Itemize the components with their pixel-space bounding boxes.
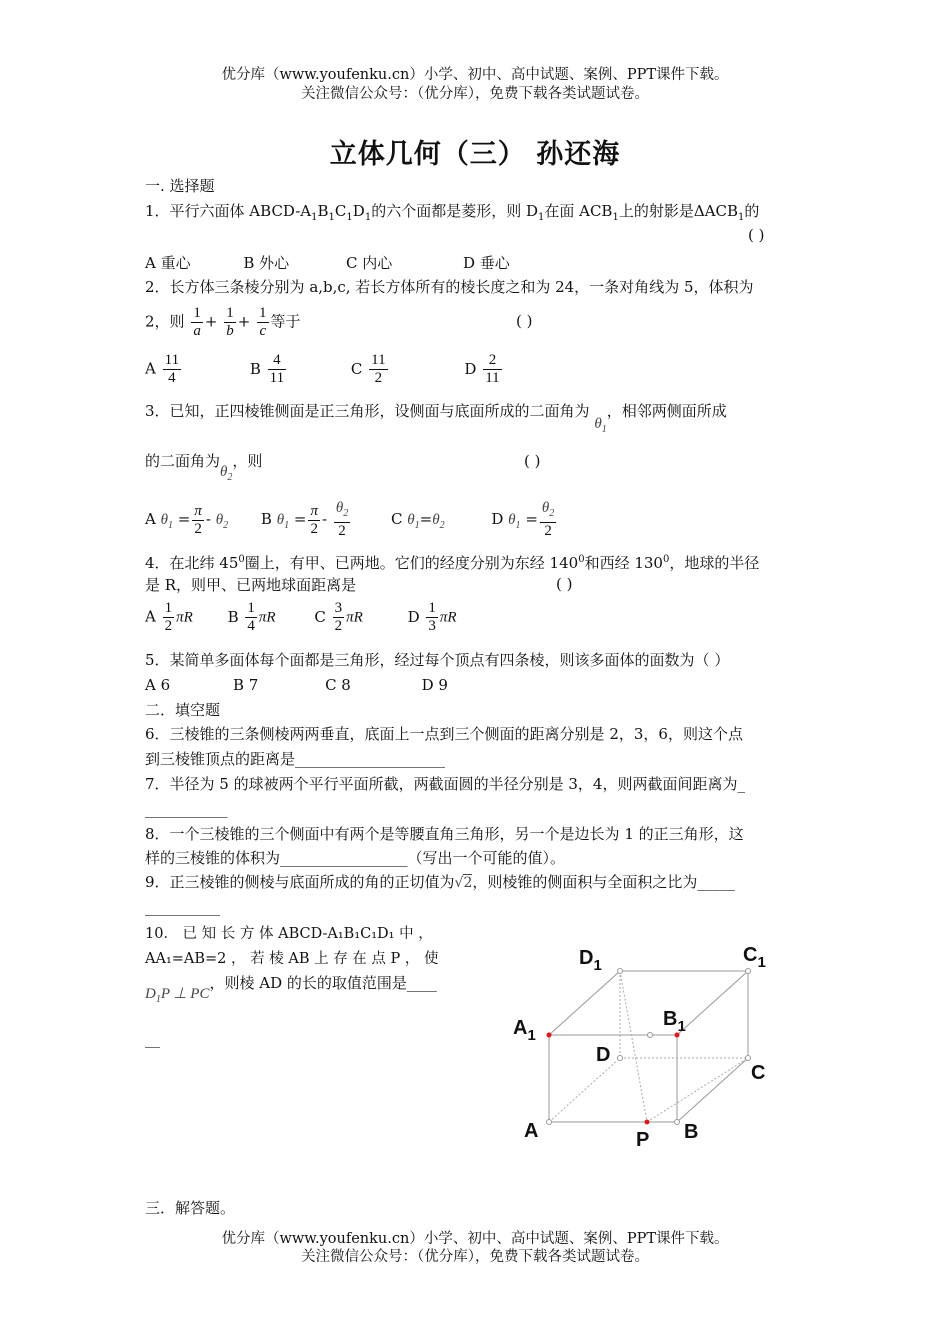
q5-options: A 6 B 7 C 8 D 9 — [145, 676, 448, 694]
point-p — [645, 1120, 650, 1125]
q1-answer-paren: ( ) — [748, 226, 765, 244]
q2-answer-paren: ( ) — [516, 312, 533, 330]
question-4-line-1: 4．在北纬 $45^0$圈上，有甲、已两地。它们的经度分别为东经 $140^0$和西经 $130^0$，地球的半径 — [145, 554, 760, 572]
question-8-line-1: 8．一个三棱锥的三个侧面中有两个是等腰直角三角形，另一个是边长为 1 的正三角形，这 — [145, 825, 744, 843]
segment-d1p — [620, 971, 647, 1122]
question-4-line-2: 是 R，则甲、已两地球面距离是 — [145, 576, 357, 594]
edge-bc — [677, 1058, 748, 1122]
q1-option-c: C 内心 — [345, 254, 393, 272]
q4-options: A $\frac{1}{2}$ πR B $\frac{1}{4}$ πR C $\frac{3}{2}$ πR D $\frac{1}{3}$ πR — [145, 600, 457, 634]
question-5: 5．某简单多面体每个面都是三角形，经过每个顶点有四条棱，则该多面体的面数为（ ） — [145, 651, 730, 669]
edge-a1d1 — [549, 971, 620, 1035]
question-1: 1．平行六面体 ABCD-$A_1B_1C_1D_1$的六个面都是菱形，则 $D_1$在面 $ACB_1$上的射影是$\Delta ACB_1$的 — [145, 202, 760, 223]
q4-answer-paren: ( ) — [556, 575, 573, 593]
question-2-line-2: 2，则 $\frac{1}{a}$ + $\frac{1}{b}$ + $\frac{1}{c}$ 等于 — [145, 305, 301, 339]
label-d: D — [596, 1044, 611, 1066]
question-10-line-4: __ — [145, 1030, 160, 1048]
q1-options — [145, 252, 510, 274]
segment-pc — [647, 1058, 748, 1122]
point-a1 — [547, 1033, 552, 1038]
q2-options: A $\frac{11}{4}$ B $\frac{4}{11}$ C $\frac{11}{2}$ D $\frac{2}{11}$ — [145, 352, 500, 386]
question-9-line-1: 9．正三棱锥的侧棱与底面所成的角的正切值为√2，则棱锥的侧面积与全面积之比为_____ — [145, 873, 735, 891]
q3-answer-paren: ( ) — [524, 452, 541, 470]
point-mid — [648, 1033, 653, 1038]
footer-line-2: 关注微信公众号：（优分库），免费下载各类试题试卷。 — [301, 1249, 649, 1265]
question-3-line-1: 3．已知，正四棱锥侧面是正三角形，设侧面与底面所成的二面角为 $\theta_1$，相邻两侧面所成 — [145, 402, 727, 435]
header-line-2: 关注微信公众号：（优分库），免费下载各类试题试卷。 — [301, 86, 649, 102]
label-b1: $B_1$ — [663, 1008, 686, 1035]
label-c: C — [751, 1062, 766, 1084]
cuboid-figure — [500, 935, 790, 1155]
question-3-line-2: 的二面角为$\theta_2$，则 — [145, 452, 263, 483]
footer-line-1: 优分库（www.youfenku.cn）小学、初中、高中试题、案例、PPT课件下载。 — [221, 1231, 729, 1247]
question-6-line-2: 到三棱锥顶点的距离是____________________ — [145, 750, 446, 768]
label-c1: $C_1$ — [743, 944, 766, 971]
question-6-line-1: 6．三棱锥的三条侧棱两两垂直，底面上一点到三个侧面的距离分别是 2，3，6，则这个点 — [145, 725, 743, 743]
question-8-line-2: 样的三棱锥的体积为_________________（写出一个可能的值）。 — [145, 849, 566, 867]
point-d — [618, 1056, 623, 1061]
hidden-edge-ad — [549, 1058, 620, 1122]
section-fill-heading: 二．填空题 — [145, 701, 221, 719]
question-10-line-2: AA₁=AB=2 ， 若 棱 AB 上 存 在 点 P ， 使 — [145, 951, 439, 967]
label-p: P — [636, 1129, 650, 1151]
point-c1 — [746, 969, 751, 974]
q1-option-b: B 外心 — [243, 254, 290, 272]
label-a1: $A_1$ — [513, 1017, 536, 1044]
question-10-line-3: $D_1P$ ⊥ PC，则棱 AD 的长的取值范围是____ — [145, 974, 437, 1005]
point-d1 — [618, 969, 623, 974]
label-b: B — [684, 1121, 699, 1143]
point-b — [675, 1120, 680, 1125]
question-9-line-2: __________ — [145, 898, 220, 916]
edge-b1c1 — [677, 971, 748, 1035]
q1-option-d: D 垂心 — [463, 254, 510, 272]
point-a — [547, 1120, 552, 1125]
q3-options: A $\theta_1$ = $\frac{\pi}{2}$ - $\theta_2$ B $\theta_1$ = $\frac{\pi}{2}$ - $\frac{\theta_2}{2}$ C $\theta_1=\theta_2$ D $\theta_1$ = $\frac{\theta_2}{2}$ — [145, 500, 555, 539]
label-a: A — [524, 1120, 539, 1142]
page-title: 立体几何（三） 孙还海 — [329, 139, 621, 170]
question-10-line-1: 10． 已 知 长 方 体 ABCD-A₁B₁C₁D₁ 中 ， — [145, 926, 433, 942]
section-choice-heading: 一. 选择题 — [145, 177, 215, 195]
label-d1: $D_1$ — [579, 947, 602, 974]
question-7-line-1: 7．半径为 5 的球被两个平行平面所截，两截面圆的半径分别是 3，4，则两截面间距离为_ — [145, 775, 745, 793]
question-7-line-2: ___________ — [145, 800, 228, 818]
point-c — [746, 1056, 751, 1061]
question-2-line-1: 2．长方体三条棱分别为 a,b,c, 若长方体所有的棱长度之和为 24，一条对角线为 5，体积为 — [145, 278, 754, 296]
header-line-1: 优分库（www.youfenku.cn）小学、初中、高中试题、案例、PPT课件下载。 — [221, 67, 729, 83]
q1-option-a: A 重心 — [145, 254, 191, 272]
section-answer-heading: 三．解答题。 — [145, 1199, 236, 1217]
